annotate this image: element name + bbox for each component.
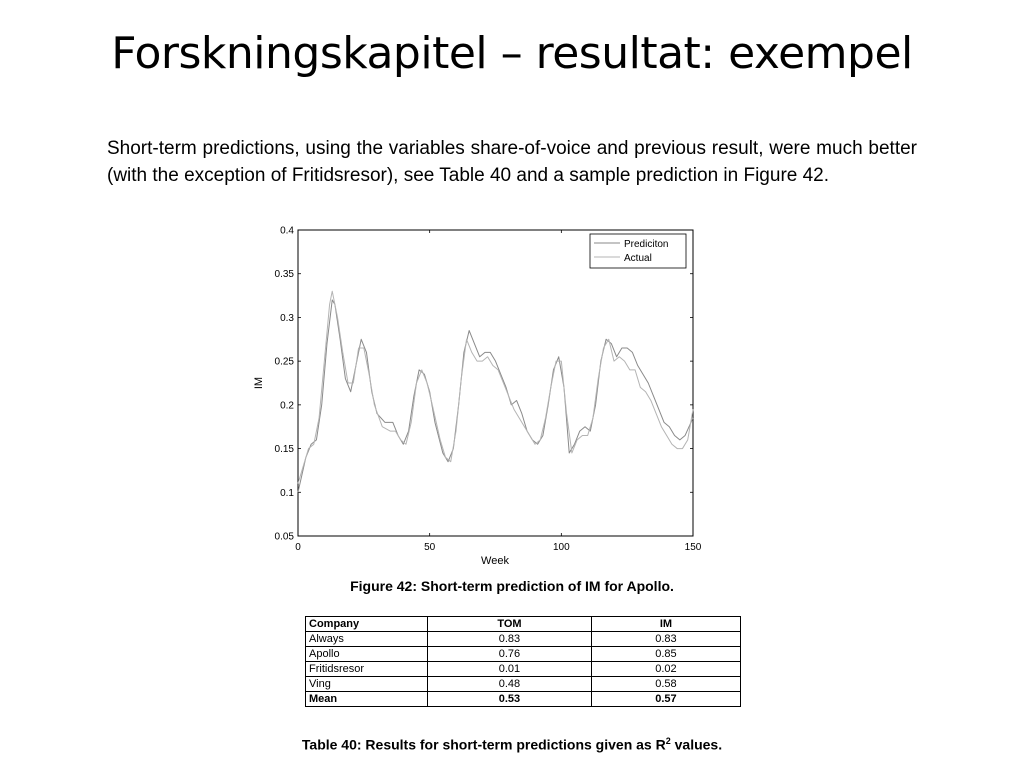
cell-im: 0.58 (591, 677, 740, 692)
y-tick-label: 0.1 (280, 487, 294, 499)
series-line-prediciton (298, 300, 693, 492)
intro-paragraph: Short-term predictions, using the variables share-of-voice and previous result, were much better (with the exception of Fritidsresor), see Table 40 and a sample prediction in Figure 42. (107, 138, 917, 186)
series-line-actual (298, 291, 693, 483)
legend (590, 234, 686, 268)
table-header-row (306, 617, 741, 632)
data-series (298, 291, 693, 492)
cell-company: Ving (306, 677, 428, 692)
cell-im: 0.02 (591, 662, 740, 677)
legend-label-prediction: Prediciton (624, 239, 669, 250)
cell-tom: 0.48 (428, 677, 592, 692)
table-row (306, 662, 741, 677)
x-tick-label: 100 (552, 542, 570, 553)
x-tick-label: 150 (684, 542, 702, 553)
header-im: IM (591, 617, 740, 632)
figure-caption: Figure 42: Short-term prediction of IM for Apollo. (350, 578, 674, 594)
x-tick-label: 50 (424, 542, 436, 553)
cell-tom: 0.01 (428, 662, 592, 677)
y-tick-label: 0.2 (280, 400, 294, 412)
cell-company: Apollo (306, 647, 428, 662)
prediction-line-chart (250, 222, 710, 574)
y-tick-label: 0.35 (274, 269, 294, 281)
x-tick-label: 0 (295, 542, 301, 553)
table-row (306, 677, 741, 692)
header-tom: TOM (428, 617, 592, 632)
cell-tom: 0.53 (428, 692, 592, 707)
cell-im: 0.83 (591, 632, 740, 647)
plot-area-frame (298, 230, 693, 536)
results-table (305, 616, 741, 707)
table-caption (0, 736, 1024, 753)
cell-company: Fritidsresor (306, 662, 428, 677)
cell-im: 0.85 (591, 647, 740, 662)
cell-company: Always (306, 632, 428, 647)
legend-label-actual: Actual (624, 253, 652, 264)
y-tick-label: 0.25 (274, 356, 294, 368)
cell-tom: 0.83 (428, 632, 592, 647)
header-company: Company (306, 617, 428, 632)
y-axis-label: IM (253, 376, 265, 390)
cell-im: 0.57 (591, 692, 740, 707)
table-caption-superscript: 2 (665, 736, 671, 746)
y-tick-label: 0.05 (274, 531, 294, 543)
y-tick-label: 0.3 (280, 312, 294, 324)
x-axis-label: Week (481, 555, 509, 567)
table-row (306, 647, 741, 662)
axis-ticks (275, 226, 702, 554)
table-caption-text: Table 40: Results for short-term predictions given as R (301, 736, 666, 753)
cell-tom: 0.76 (428, 647, 592, 662)
slide-title: Forskningskapitel – resultat: exempel (111, 28, 913, 79)
y-tick-label: 0.15 (274, 444, 294, 456)
table-row-mean (306, 692, 741, 707)
table-row (306, 632, 741, 647)
cell-company: Mean (306, 692, 428, 707)
table-caption-suffix: values. (670, 736, 723, 753)
y-tick-label: 0.4 (280, 225, 294, 237)
